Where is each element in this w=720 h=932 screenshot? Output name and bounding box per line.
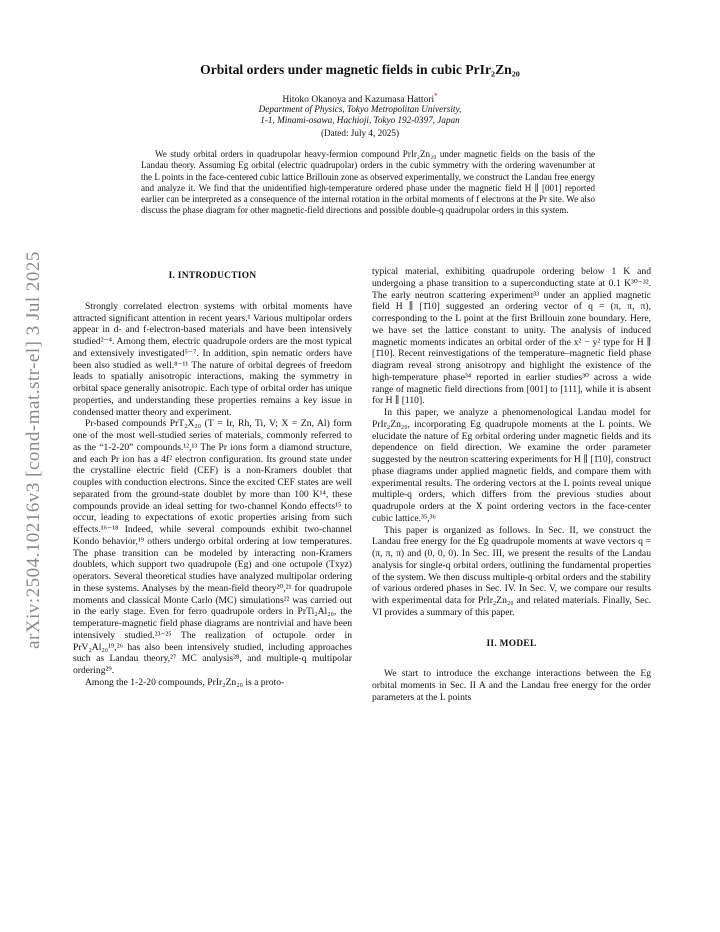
intro-paragraph-1: Strongly correlated electron systems with orbital moments have attracted significant attention in recent years.¹ Various multipolar orders appear in d- and f-electron-based materials and have been intensively studied²⁻⁴. Among them, electric quadrupole orders are the most typical and extensively investigated⁵⁻⁷. In addition, spin nematic orders have been also studied as well.⁸⁻¹¹ The nature of orbital degrees of freedom leads to spatially anisotropic interactions, making the symmetry in orbital space generally anisotropic. Each type of orbital order has unique properties, and understanding these properties remains a key issue in condensed matter theory and experiment. <box>73 300 352 418</box>
paper-title: Orbital orders under magnetic fields in cubic PrIr₂Zn₂₀ <box>200 62 520 77</box>
dated-line: (Dated: July 4, 2025) <box>320 128 400 138</box>
model-paragraph-1: We start to introduce the exchange interactions between the Eg orbital moments in Sec. II A and the Landau free energy for the order parameters at the L points <box>372 668 651 703</box>
intro-paragraph-3-continued: typical material, exhibiting quadrupole ordering below 1 K and undergoing a phase transition to a superconducting state at 0.1 K³⁰⁻³². The early neutron scattering experiment³³ under an applied magnetic field H ∥ [1̄10] suggested an ordering vector of q = (π, π, π), corresponding to the L point at the first Brillouin zone boundary. Here, we have set the lattice constant to unity. The analysis of induced magnetic moments indicates an orbital order of the x² − y² type for H ∥ [1̄10]. Recent reinvestigations of the temperature–magnetic field phase diagram reveal strong anisotropy and highlight the existence of the high-temperature phase³⁴ reported in earlier studies³⁰ across a wide range of magnetic field directions from [001] to [111], while it is absent for H ∥ [110]. <box>372 266 651 407</box>
intro-paragraph-4: In this paper, we analyze a phenomenological Landau model for PrIr₂Zn₂₀, incorporating Eg quadrupole moments at the L points. We elucidate the nature of Eg orbital ordering under magnetic fields and its dependence on field direction. We examine the order parameter suggested by the neutron scattering experiments for H ∥ [1̄10], construct phase diagrams under applied magnetic fields, and compare them with experimental results. The ordering vectors at the L points reveal unique multiple-q orders, which differs from the previous studies about quadrupole orders at the X point ordering vectors in the face-center cubic lattice.³⁵,³⁶ <box>372 407 651 524</box>
affiliation-line-2: 1-1, Minami-osawa, Hachioji, Tokyo 192-0397, Japan <box>260 115 460 126</box>
arxiv-identifier <box>14 230 54 670</box>
left-column <box>73 263 352 689</box>
intro-paragraph-5: This paper is organized as follows. In Sec. II, we construct the Landau free energy for the Eg quadrupole moments at wave vectors q = (π, π, π) and (0, 0, 0). In Sec. III, we present the results of the Landau analysis for single-q orbital orders, outlining the fundamental properties of the system. We then discuss multiple-q orbital orders and the stability of various ordered phases in Sec. IV. In Sec. V, we compare our results with experimental data for PrIr₂Zn₂₀ and related materials. Finally, Sec. VI provides a summary of this paper. <box>372 524 651 618</box>
section-heading-model: II. MODEL <box>486 638 537 649</box>
right-column <box>372 266 651 704</box>
affiliation-line-1: Department of Physics, Tokyo Metropolitan University, <box>258 104 462 114</box>
intro-paragraph-2: Pr-based compounds PrT₂X₂₀ (T = Ir, Rh, Ti, V; X = Zn, Al) form one of the most well-studied series of materials, commonly referred to as the “1-2-20” compounds.¹²,¹³ The Pr ions form a diamond structure, and each Pr ion has a 4f² electron configuration. Its ground state under the crystalline electric field (CEF) is a non-Kramers doublet that couples with conduction electrons. Since the excited CEF states are well separated from the ground-state doublet by more than 100 K¹⁴, these compounds provide an ideal setting for two-channel Kondo effects¹⁵ to occur, leading to expectations of exotic properties arising from such effects.¹⁶⁻¹⁸ Indeed, while several compounds exhibit two-channel Kondo behavior,¹⁹ others undergo orbital ordering at low temperatures. The phase transition can be modeled by interacting non-Kramers doublets, which support two quadrupole (Eg) and one octupole (Txyz) operators. Several theoretical studies have analyzed multipolar ordering in these systems. Analyses by the mean-field theory²⁰,²¹ for quadrupole moments and classical Monte Carlo (MC) simulations²² was carried out in the early stage. Even for ferro quadrupole orders in PrTi₂Al₂₀, the temperature-magnetic field phase diagrams are nontrivial and have been intensively studied.²³⁻²⁵ The realization of octupole order in PrV₂Al₂₀¹⁹,²⁶ has also been intensively studied, including approaches such as Landau theory,²⁷ MC analysis²⁸, and multiple-q multipolar ordering²⁹. <box>73 418 352 676</box>
affiliation <box>0 104 720 126</box>
arxiv-identifier-text: arXiv:2504.10216v3 [cond-mat.str-el] 3 Jul 2025 <box>23 251 44 649</box>
author-names: Hitoko Okanoya and Kazumasa Hattori <box>282 94 435 106</box>
abstract: We study orbital orders in quadrupolar heavy-fermion compound PrIr₂Zn₂₀ under magnetic fields on the basis of the Landau theory. Assuming Eg orbital (electric quadrupolar) orders in the cubic symmetry with the ordering wavenumber at the L points in the face-centered cubic lattice Brillouin zone as observed experimentally, we construct the Landau free energy and analyze it. We find that the unidentified high-temperature ordered phase under the magnetic field H ∥ [001] reported earlier can be interpreted as a consequence of the internal rotation in the orbital moments of f electrons at the Pr site. We also discuss the phase diagram for other magnetic-field directions and possible double-q quadrupolar orders in this system. <box>141 149 595 216</box>
corresponding-author-mark[interactable]: * <box>434 92 438 100</box>
intro-paragraph-3: Among the 1-2-20 compounds, PrIr₂Zn₂₀ is a proto- <box>85 676 285 688</box>
section-heading-introduction: I. INTRODUCTION <box>168 271 257 281</box>
